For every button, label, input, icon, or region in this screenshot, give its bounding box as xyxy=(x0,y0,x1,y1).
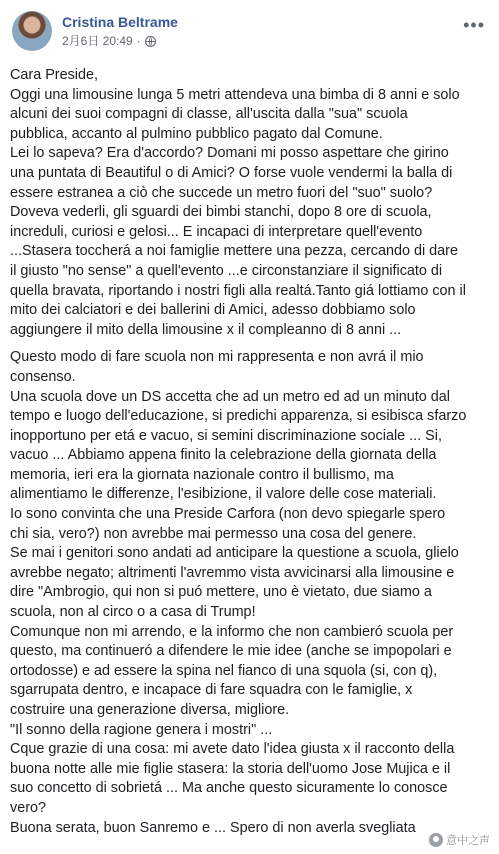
post-text-line: mito dei calciatori e dei ballerini di Amici, adesso dobbiamo solo xyxy=(10,302,416,319)
post-text-line: aggiungere il mito della limousine x il compleanno di 8 anni ... xyxy=(10,321,402,338)
post-text-line: Buona serata, buon Sanremo e ... Spero di non averla svegliata xyxy=(10,819,416,836)
post-text-line: suo concetto di sobrietá ... Ma anche questo sicuramente lo conosce xyxy=(10,780,448,797)
watermark xyxy=(426,831,493,849)
post-text-line: increduli, curiosi e gelosi... E incapaci di interpretare quell'evento xyxy=(10,223,423,240)
post-text-line: una puntata di Beautiful o di Amici? O forse vuole vendermi la balla di xyxy=(10,164,453,181)
post-text-line: Cque grazie di una cosa: mi avete dato l'idea giusta x il racconto della xyxy=(10,741,455,758)
post-text-line: sgarrupata dentro, e incapace di fare squadra con le famiglie, x xyxy=(10,682,413,699)
post-text-line: Lei lo sapeva? Era d'accordo? Domani mi posso aspettare che girino xyxy=(10,145,449,162)
globe-icon[interactable] xyxy=(145,36,156,47)
post-text-line: "Il sonno della ragione genera i mostri" ... xyxy=(10,721,273,738)
post-text-line: il giusto "no sense" a quell'evento ...e circonstanziare il significato di xyxy=(10,262,443,279)
post-text-line: dire "Ambrogio, qui non si puó mettere, uno è vietato, due siamo a xyxy=(10,584,432,601)
post-header xyxy=(10,8,489,54)
post-text-line: Se mai i genitori sono andati ad anticipare la questione a scuola, glielo xyxy=(10,545,459,562)
post-text-line: chi sia, vero?) non avrebbe mai permesso una cosa del genere. xyxy=(10,525,417,542)
wechat-logo-icon xyxy=(429,833,443,847)
author-name[interactable]: Cristina Beltrame xyxy=(62,14,178,30)
post-text-line: Io sono convinta che una Preside Carfora (non devo spiegarle spero xyxy=(10,506,446,523)
avatar[interactable] xyxy=(12,11,52,51)
post-text-line: inopportuno per etá e vacuo, si semini discriminazione sociale ... Si, xyxy=(10,427,442,444)
post-text-line: pubblica, accanto al pulmino pubblico pagato dal Comune. xyxy=(10,125,383,142)
post-text-line: essere estranea a ciò che succede un metro fuori del "suo" suolo? xyxy=(10,184,433,201)
post-text-line: Una scuola dove un DS accetta che ad un metro ed ad un minuto dal xyxy=(10,388,450,405)
post-text-line: tempo e luogo dell'educazione, si predichi apparenza, si esibisca sfarzo xyxy=(10,408,467,425)
post-text-line: buona notte alle mie figlie stasera: la storia dell'uomo Jose Mujica e il xyxy=(10,760,451,777)
post-subline xyxy=(62,33,178,49)
watermark-text: 意中之声 xyxy=(446,835,490,847)
more-options-icon[interactable]: ••• xyxy=(463,15,485,35)
post-text-line: alcuni dei suoi compagni di classe, all'uscita dalla "sua" scuola xyxy=(10,106,408,123)
post-text-line: costruire una generazione diversa, migliore. xyxy=(10,702,290,718)
post-text-line: memoria, ieri era la giornata nazionale contro il bullismo, ma xyxy=(10,466,394,483)
post-text-line: vacuo ... Abbiamo appena finito la celebrazione della giornata della xyxy=(10,447,437,464)
post-text-line: Comunque non mi arrendo, e la informo che non cambieró scuola per xyxy=(10,623,454,640)
post-text-line: avrebbe negato; altrimenti l'avremmo vista avvicinarsi alla limousine e xyxy=(10,564,455,581)
post-meta xyxy=(62,13,178,49)
post-paragraph xyxy=(10,66,485,340)
post-text-line: consenso. xyxy=(10,368,76,385)
post-body xyxy=(10,66,489,838)
post-text-line: questo, ma continueró a difendere le mie idee (anche se impopolari e xyxy=(10,643,452,660)
post-text-line: scuola, non al circo o a casa di Trump! xyxy=(10,604,256,621)
post-text-line: ...Stasera toccherá a noi famiglie mettere una pezza, cercando di dare xyxy=(10,243,458,260)
post-text-line: Cara Preside, xyxy=(10,67,98,83)
post-text-line: alimentiamo le differenze, l'esibizione, il valore delle cose materiali. xyxy=(10,486,437,503)
post-text-line: ortodosse) e ad essere la spina nel fianco di una squola (si, con q), xyxy=(10,662,438,679)
post-text-line: Doveva vederli, gli sguardi dei bimbi stanchi, dopo 8 ore di scuola, xyxy=(10,204,432,221)
post-timestamp[interactable]: 2月6日 20:49 xyxy=(62,34,133,48)
post-text-line: vero? xyxy=(10,799,46,816)
post-text-line: Oggi una limousine lunga 5 metri attendeva una bimba di 8 anni e solo xyxy=(10,86,460,103)
post-text-line: Questo modo di fare scuola non mi rappresenta e non avrá il mio xyxy=(10,349,424,366)
post-paragraph xyxy=(10,348,485,838)
post-text-line: quella bravata, riportando i nostri figli alla realtá.Tanto giá lottiamo con il xyxy=(10,282,466,299)
separator-dot: · xyxy=(136,34,141,48)
